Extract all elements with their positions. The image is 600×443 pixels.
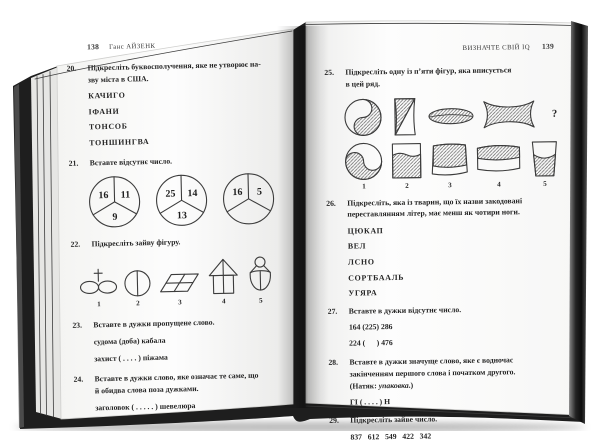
question-text: Вставте в дужки слово, яке означає те саме, що bbox=[95, 371, 259, 384]
question-number: 27. bbox=[328, 306, 338, 318]
figure-label: 4 bbox=[497, 180, 501, 189]
right-running-head bbox=[320, 43, 554, 55]
question-text: Вставте в дужки пропущене слово. bbox=[93, 317, 214, 329]
q26-option-1: ЦЮКАП bbox=[323, 222, 561, 236]
figure-label: 2 bbox=[136, 299, 140, 308]
q20-option-1: КАЧИГО bbox=[63, 86, 293, 102]
circle-number: 13 bbox=[177, 210, 187, 221]
q26-option-4: СОРТБААЛЬ bbox=[323, 269, 561, 283]
question-text: в цей ряд. bbox=[320, 75, 558, 90]
question-number: 22. bbox=[70, 238, 80, 250]
circle-number: 16 bbox=[232, 187, 242, 198]
q23-example-1: судома (доба) кабала bbox=[69, 332, 299, 349]
question-29 bbox=[325, 412, 563, 427]
pendant-bowl-figure bbox=[245, 253, 276, 296]
q26-option-2: ВЕЛ bbox=[323, 238, 561, 252]
right-page-content bbox=[320, 43, 564, 443]
question-number: 26. bbox=[326, 197, 336, 209]
question-text: Підкресліть зайве число. bbox=[350, 415, 437, 425]
q25-option-2 bbox=[389, 140, 424, 190]
q29-numbers: 837 612 549 422 342 bbox=[325, 428, 563, 443]
figure-label: 5 bbox=[259, 296, 263, 305]
trapezoid-bottom-hatched-figure bbox=[527, 138, 562, 178]
q21-circle-1 bbox=[87, 174, 142, 229]
q21-circle-2 bbox=[154, 172, 209, 227]
question-text: Підкресліть одну із п’яти фігур, яка вписується bbox=[345, 65, 511, 76]
q20-options bbox=[63, 86, 294, 149]
q26-options bbox=[323, 222, 562, 299]
circle-number: 11 bbox=[121, 189, 131, 200]
q26-option-3: ЛСНО bbox=[323, 254, 561, 268]
question-text: зву міста в США. bbox=[63, 70, 293, 87]
concave-rect-diagonal-figure bbox=[390, 95, 421, 137]
parallelogram-grid-figure bbox=[157, 256, 202, 297]
house-figure bbox=[206, 256, 241, 297]
circle-number: 5 bbox=[257, 186, 262, 197]
question-number: 23. bbox=[72, 319, 82, 331]
square-wave-figure bbox=[389, 140, 424, 180]
circle-number: 14 bbox=[187, 188, 197, 199]
page-number: 139 bbox=[542, 43, 554, 51]
circle-number: 9 bbox=[112, 212, 117, 223]
q21-circles bbox=[87, 171, 296, 230]
question-number: 21. bbox=[69, 158, 79, 170]
question-text: й обидва слова поза дужками. bbox=[70, 381, 300, 398]
question-text: Підкресліть буквосполучення, яке не утворює на- bbox=[87, 59, 260, 72]
q25-options-row bbox=[343, 138, 560, 191]
left-page-content bbox=[62, 39, 300, 415]
q28-hint bbox=[325, 377, 563, 392]
circle-vertical-line-figure bbox=[122, 258, 153, 299]
question-number: 24. bbox=[73, 374, 83, 386]
q22-figure-5 bbox=[245, 253, 276, 306]
figure-label: 5 bbox=[543, 179, 547, 188]
concave-pillow-figure bbox=[482, 94, 537, 137]
q23-example-2: захист ( . . . . ) піжама bbox=[69, 349, 299, 366]
hint-prefix: (Натяк: bbox=[350, 381, 379, 390]
q22-figure-3 bbox=[157, 256, 202, 307]
question-mark: ? bbox=[552, 109, 557, 120]
question-text: Підкресліть зайву фігуру. bbox=[91, 237, 180, 248]
q28-example: ГІ ( . . . . ) Н bbox=[325, 393, 563, 408]
q24-example: заголовок ( . . . . . ) шевелюра bbox=[70, 398, 300, 415]
question-number: 25. bbox=[324, 67, 334, 79]
question-22 bbox=[66, 233, 296, 250]
q27-example-2: 224 ( ) 476 bbox=[324, 335, 562, 350]
q22-figure-4 bbox=[206, 256, 241, 307]
question-text: Вставте в дужки відсутнє число. bbox=[349, 305, 462, 316]
q20-option-3: ТОНСОБ bbox=[64, 117, 294, 133]
q25-option-1 bbox=[343, 141, 384, 192]
q25-option-5 bbox=[527, 138, 562, 188]
q25-series-row bbox=[343, 93, 560, 138]
figure-label: 3 bbox=[178, 298, 182, 307]
question-27 bbox=[324, 303, 562, 318]
question-text: переставлянням літер, має менш як чотири ноги. bbox=[322, 206, 560, 221]
page-number: 138 bbox=[87, 43, 99, 51]
circle-number: 16 bbox=[98, 190, 108, 201]
bow-with-cross-figure bbox=[79, 258, 118, 299]
q22-figure-1 bbox=[79, 258, 118, 309]
question-number: 28. bbox=[328, 357, 338, 369]
yin-yang-circle-figure bbox=[343, 141, 384, 182]
figure-label: 1 bbox=[97, 300, 101, 309]
wavy-rect-hatched-figure bbox=[429, 140, 470, 181]
running-head-text: Ганс АЙЗЕНК bbox=[109, 43, 156, 52]
yin-yang-circle-figure bbox=[343, 96, 384, 139]
q25-option-3 bbox=[429, 140, 470, 191]
q20-option-4: ТОНШИНГВА bbox=[64, 133, 294, 149]
question-text: Вставте відсутнє число. bbox=[90, 157, 173, 168]
running-head-text: ВИЗНАЧТЕ СВІЙ IQ bbox=[462, 44, 530, 53]
question-text: Підкресліть, яка із тварин, що їх назви закодовані bbox=[347, 196, 522, 207]
question-23 bbox=[68, 314, 298, 331]
q22-figures bbox=[79, 252, 298, 309]
figure-label: 1 bbox=[362, 182, 366, 191]
q25-option-4 bbox=[475, 139, 522, 190]
q21-circle-3 bbox=[221, 171, 276, 226]
q22-figure-2 bbox=[122, 258, 153, 309]
question-text: Вставте в дужки значуще слово, яке є водночас bbox=[349, 355, 513, 366]
figure-label: 4 bbox=[222, 297, 226, 306]
figure-label: 3 bbox=[448, 181, 452, 190]
q26-option-5: УГЯРА bbox=[323, 285, 561, 299]
flat-ellipse-figure bbox=[427, 94, 476, 137]
question-text: закінченням першого слова і початком другого. bbox=[325, 365, 563, 380]
circle-number: 25 bbox=[165, 188, 175, 199]
figure-label: 2 bbox=[405, 181, 409, 190]
hint-word: упаковка bbox=[379, 380, 409, 389]
question-21 bbox=[65, 153, 295, 170]
wavy-rect-top-hatched-figure bbox=[475, 139, 522, 180]
hint-suffix: .) bbox=[409, 380, 414, 389]
question-number: 20. bbox=[66, 63, 76, 75]
q20-option-2: ІФАНИ bbox=[63, 102, 293, 118]
q27-example-1: 164 (225) 286 bbox=[324, 319, 562, 334]
question-number: 29. bbox=[329, 415, 339, 427]
book-cover-right-edge bbox=[569, 21, 588, 424]
